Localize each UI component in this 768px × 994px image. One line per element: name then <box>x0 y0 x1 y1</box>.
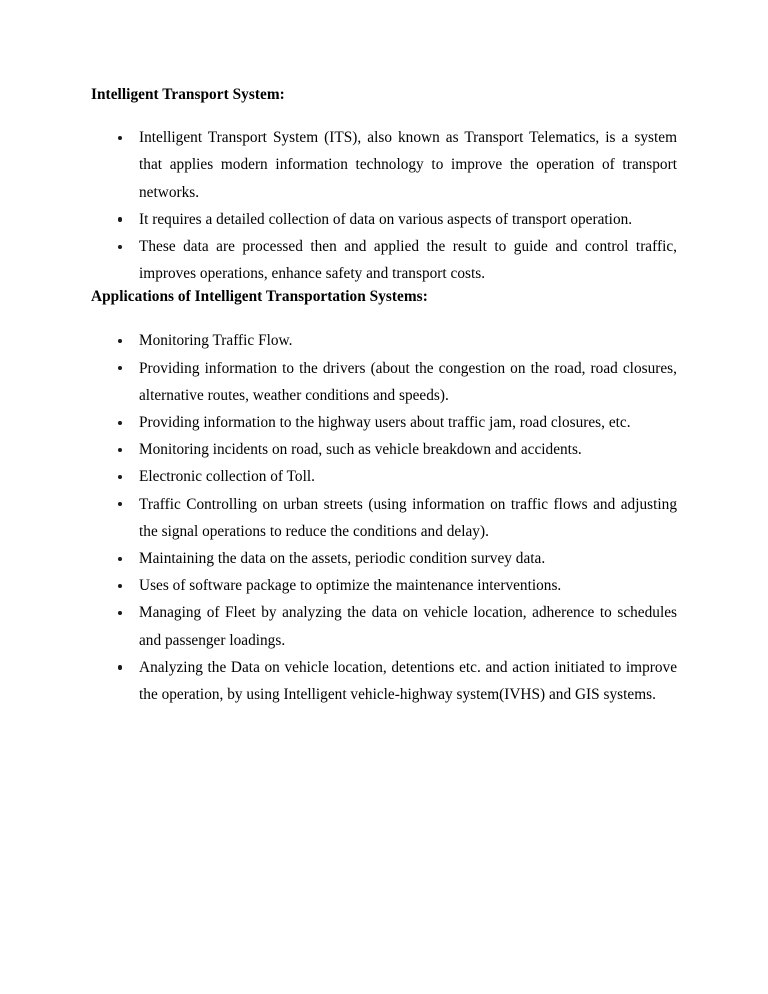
list-item-text: Managing of Fleet by analyzing the data on vehicle location, adherence to schedules and passenger loadings. <box>139 604 677 649</box>
list-item <box>91 572 677 599</box>
list-item <box>91 463 677 490</box>
list-item-text: Traffic Controlling on urban streets (using information on traffic flows and adjusting the signal operations to reduce the conditions and delay). <box>139 495 677 540</box>
list-item-text: Maintaining the data on the assets, periodic condition survey data. <box>139 550 546 568</box>
list-item-text: Providing information to the drivers (about the congestion on the road, road closures, alternative routes, weather conditions and speeds). <box>139 359 677 404</box>
list-item-text: Monitoring incidents on road, such as vehicle breakdown and accidents. <box>139 441 582 459</box>
list-item <box>91 355 677 409</box>
bullet-list-applications <box>91 327 677 708</box>
list-item-text: Electronic collection of Toll. <box>139 468 315 486</box>
list-item <box>91 206 677 233</box>
section-heading-applications: Applications of Intelligent Transportation Systems: <box>91 288 428 306</box>
list-item <box>91 599 677 653</box>
list-item <box>91 124 677 206</box>
section-heading-intelligent-transport-system: Intelligent Transport System: <box>91 86 285 103</box>
list-item-text: These data are processed then and applied the result to guide and control traffic, improves operations, enhance safety and transport costs. <box>139 237 677 283</box>
list-item <box>91 409 677 436</box>
document-body <box>91 85 677 708</box>
list-item-text: It requires a detailed collection of data on various aspects of transport operation. <box>139 210 633 228</box>
list-item <box>91 233 677 287</box>
list-item-text: Intelligent Transport System (ITS), also known as Transport Telematics, is a system that applies modern information technology to improve the operation of transport networks. <box>139 129 677 201</box>
list-item <box>91 327 677 354</box>
list-item-text: Monitoring Traffic Flow. <box>139 332 293 350</box>
list-item <box>91 545 677 572</box>
list-item <box>91 491 677 545</box>
list-item <box>91 436 677 463</box>
list-item-text: Providing information to the highway users about traffic jam, road closures, etc. <box>139 414 631 432</box>
bullet-list-intelligent-transport-system <box>91 124 677 287</box>
list-item-text: Uses of software package to optimize the maintenance interventions. <box>139 577 562 595</box>
list-item <box>91 654 677 708</box>
list-item-text: Analyzing the Data on vehicle location, detentions etc. and action initiated to improve the operation, by using Intelligent vehicle-highway system(IVHS) and GIS systems. <box>139 658 677 704</box>
